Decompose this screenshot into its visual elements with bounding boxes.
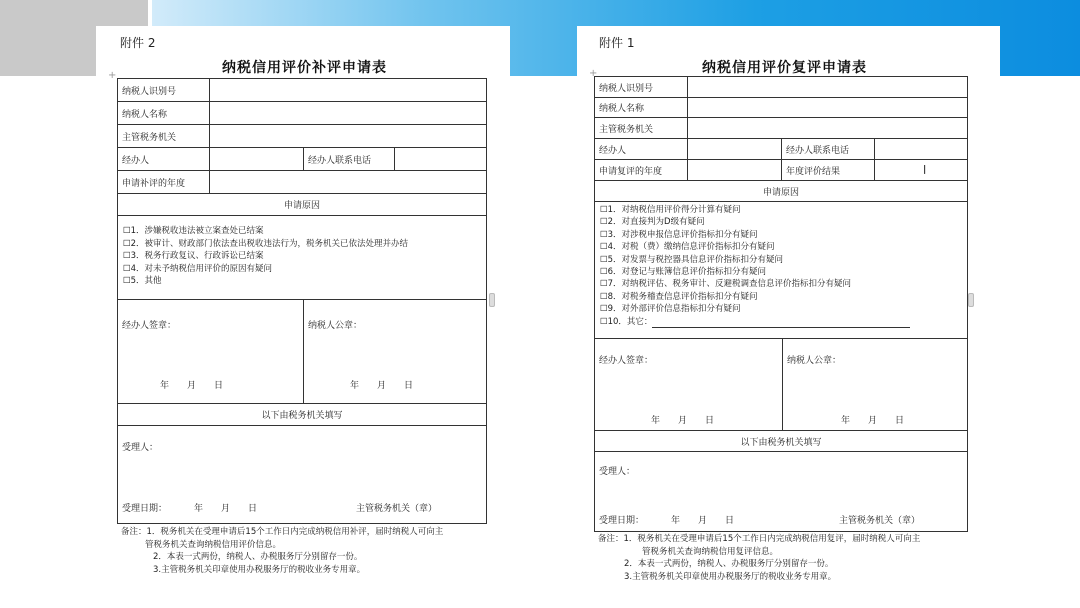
note-line: 管税务机关查询纳税信用评价信息。 [145,539,282,550]
row-reason-header [595,181,967,202]
row-authority-header [595,431,967,452]
input-taxpayer-id[interactable] [210,79,486,101]
row-taxpayer-name [595,98,967,118]
reason-option[interactable]: ☐2．被审计、财政部门依法查出税收违法行为，税务机关已依法处理并办结 [123,238,409,249]
text-cursor: | [923,165,927,175]
reason-option[interactable]: ☐6．对登记与账簿信息评价指标扣分有疑问 [600,267,767,278]
row-tax-authority [118,125,486,148]
row-year [118,171,486,194]
input-tax-authority[interactable] [688,118,967,138]
row-tax-authority [595,118,967,139]
note-line: 备注：1．税务机关在受理申请后15个工作日内完成纳税信用补评，届时纳税人可向主 [121,527,444,537]
row-authority [595,452,967,531]
authority-seal-label: 主管税务机关（章） [356,504,438,514]
taxpayer-seal-date: 年 月 日 [841,416,905,426]
page-resize-handle[interactable] [489,293,495,307]
row-taxpayer-id [595,77,967,98]
row-handler [595,139,967,160]
label-taxpayer-id: 纳税人识别号 [595,77,688,97]
reason-list [123,225,408,288]
input-taxpayer-name[interactable] [210,102,486,124]
authority-header: 以下由税务机关填写 [261,411,343,421]
label-taxpayer-name: 纳税人名称 [118,102,210,124]
crop-mark: + [108,70,117,81]
receive-date-value: 年 月 日 [194,504,258,514]
label-tax-authority: 主管税务机关 [118,125,210,147]
row-taxpayer-id [118,79,486,102]
row-year [595,160,967,181]
taxpayer-seal-label: 纳税人公章： [308,321,363,331]
receive-date-label: 受理日期： [599,516,645,526]
receive-date-label: 受理日期： [122,504,168,514]
signature-divider [782,339,783,430]
input-handler[interactable] [210,148,304,170]
reason-header: 申请原因 [762,187,799,198]
authority-seal-label: 主管税务机关（章） [839,516,921,526]
row-signatures [118,300,486,404]
reason-option[interactable]: ☐2．对直接判为D级有疑问 [600,217,705,228]
form-title: 纳税信用评价复评申请表 [702,60,867,76]
row-reasons [118,216,486,300]
reason-option[interactable]: ☐8．对税务稽查信息评价指标扣分有疑问 [600,291,758,302]
row-authority-header [118,404,486,426]
page-resize-handle[interactable] [968,293,974,307]
input-handler-phone[interactable] [395,148,486,170]
review-form-table [594,76,968,532]
reason-option[interactable]: ☐3．税务行政复议、行政诉讼已结案 [123,251,264,262]
label-handler-phone: 经办人联系电话 [304,148,395,170]
handler-signature-label: 经办人签章： [599,356,654,366]
note-line: 管税务机关查询纳税信用复评信息。 [642,546,779,557]
label-year: 申请补评的年度 [118,171,210,193]
label-year: 申请复评的年度 [595,160,688,180]
reason-option[interactable]: ☐4．对未予纳税信用评价的原因有疑问 [123,263,273,274]
other-reason-blank[interactable] [652,319,910,328]
label-taxpayer-id: 纳税人识别号 [118,79,210,101]
input-year[interactable] [688,160,782,180]
reason-option[interactable]: ☐5．对发票与税控器具信息评价指标扣分有疑问 [600,254,784,265]
reason-option[interactable]: ☐4．对税（费）缴纳信息评价指标扣分有疑问 [600,242,775,253]
label-handler: 经办人 [595,139,688,159]
reason-option[interactable]: ☐1．涉嫌税收违法被立案查处已结案 [123,226,264,236]
handler-signature-date: 年 月 日 [160,381,224,391]
form-title: 纳税信用评价补评申请表 [222,60,387,76]
input-result[interactable] [875,160,967,180]
row-authority [118,426,486,523]
reason-list [600,204,910,328]
reason-option[interactable]: ☐1．对纳税信用评价得分计算有疑问 [600,205,741,215]
input-taxpayer-name[interactable] [688,98,967,117]
label-handler: 经办人 [118,148,210,170]
label-handler-phone: 经办人联系电话 [782,139,875,159]
receiver-label: 受理人： [599,467,636,477]
reason-option[interactable]: ☐5．其他 [123,276,162,287]
input-tax-authority[interactable] [210,125,486,147]
row-reasons [595,202,967,339]
receiver-label: 受理人： [122,443,159,453]
row-handler [118,148,486,171]
reason-option-other[interactable] [600,316,910,328]
note-line: 2．本表一式两份，纳税人、办税服务厅分别留存一份。 [624,559,834,569]
input-handler[interactable] [688,139,782,159]
reason-header: 申请原因 [283,201,320,211]
taxpayer-seal-label: 纳税人公章： [787,356,842,366]
form-notes [121,526,443,576]
reason-option[interactable]: ☐3．对涉税申报信息评价指标扣分有疑问 [600,229,758,240]
attachment-label: 附件 2 [120,36,156,50]
handler-signature-label: 经办人签章： [122,321,177,331]
row-taxpayer-name [118,102,486,125]
attachment-label: 附件 1 [599,36,635,50]
row-reason-header [118,194,486,216]
note-line: 3.主管税务机关印章使用办税服务厅的税收业务专用章。 [153,564,366,575]
input-handler-phone[interactable] [875,139,967,159]
reason-option[interactable]: ☐9．对外部评价信息指标扣分有疑问 [600,304,741,315]
row-signatures [595,339,967,431]
crop-mark: + [589,68,598,79]
authority-header: 以下由税务机关填写 [740,437,822,448]
supplementary-form-table [117,78,487,524]
signature-divider [303,300,304,403]
supplementary-rating-form-page [96,26,510,608]
review-rating-form-page [577,26,1000,608]
reason-option-other-label: ☐10．其它： [600,316,653,327]
note-line: 2．本表一式两份，纳税人、办税服务厅分别留存一份。 [153,552,363,562]
receive-date-value: 年 月 日 [671,516,735,526]
note-line: 3.主管税务机关印章使用办税服务厅的税收业务专用章。 [624,571,837,582]
reason-option[interactable]: ☐7．对纳税评估、税务审计、反避税调查信息评价指标扣分有疑问 [600,279,852,290]
label-result: 年度评价结果 [782,160,875,180]
input-taxpayer-id[interactable] [688,77,967,97]
note-line: 备注：1．税务机关在受理申请后15个工作日内完成纳税信用复评，届时纳税人可向主 [598,534,921,544]
handler-signature-date: 年 月 日 [651,416,715,426]
input-year[interactable] [210,171,486,193]
form-notes [598,533,920,583]
taxpayer-seal-date: 年 月 日 [350,381,414,391]
label-tax-authority: 主管税务机关 [595,118,688,138]
label-taxpayer-name: 纳税人名称 [595,98,688,117]
